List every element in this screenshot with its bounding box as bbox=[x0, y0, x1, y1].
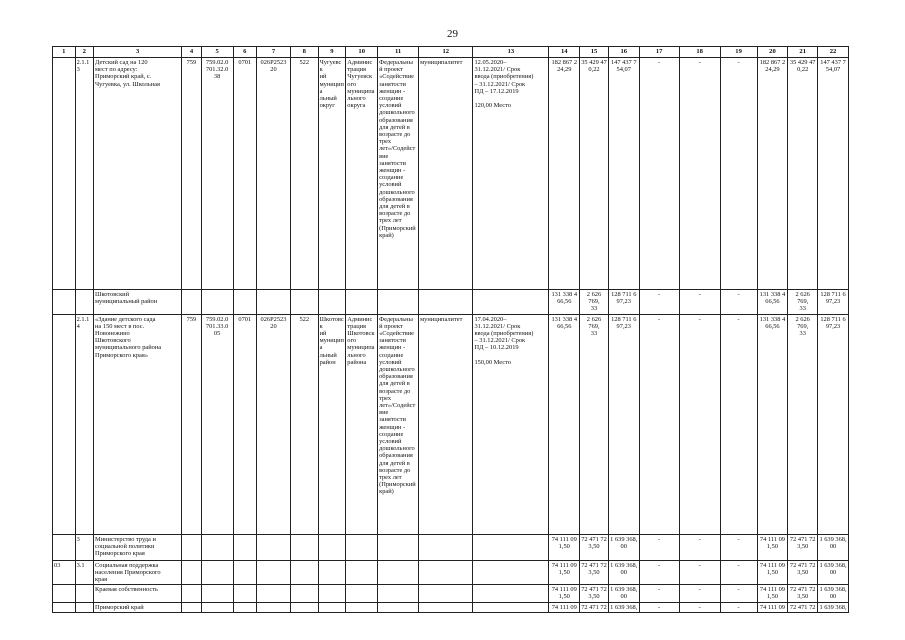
table-cell: - bbox=[720, 314, 757, 534]
table-cell bbox=[318, 534, 346, 560]
table-cell: - bbox=[720, 534, 757, 560]
table-cell bbox=[75, 585, 93, 602]
table-cell: Краевая собственность bbox=[94, 585, 182, 602]
table-row bbox=[53, 602, 849, 612]
header-cell-13: 13 bbox=[473, 47, 549, 58]
table-cell bbox=[290, 602, 318, 612]
header-cell-4: 4 bbox=[182, 47, 201, 58]
table-cell: 1 639 368, 00 bbox=[819, 586, 847, 601]
table-cell: Федеральны й проект «Содействие занятости женщин - создание условий дошкольного образования для детей в возрасте до трех лет»/Содейст вие занятости женщин - создание условий дошкольного образования для детей в возрасте до трех лет (Приморский край) bbox=[378, 58, 419, 290]
table-cell: Федеральны й проект «Содействие занятости женщин - создание условий дошкольного образования для детей в возрасте до трех лет»/Содейст вие занятости женщин - создание условий дошкольного образования для детей в возрасте до трех лет (Приморский край) bbox=[378, 314, 419, 534]
table-cell: 522 bbox=[290, 314, 318, 534]
table-cell: 72 471 72 3,50 bbox=[788, 585, 818, 602]
table-cell bbox=[419, 560, 473, 585]
table-cell bbox=[473, 290, 549, 315]
table-cell: 128 711 6 97,23 bbox=[818, 314, 849, 534]
table-cell: 3 bbox=[75, 534, 93, 560]
table-cell: 12.05.2020– 31.12.2021/ Срок ввода (приобретения) – 31.12.2021/ Срок ПД – 17.12.2019 120,00 Место bbox=[473, 58, 549, 290]
table-cell: 2 626 769, 33 bbox=[580, 314, 609, 534]
table-cell bbox=[53, 58, 76, 290]
table-cell bbox=[257, 290, 291, 315]
table-cell bbox=[419, 585, 473, 602]
table-cell bbox=[378, 534, 419, 560]
table-cell: 131 338 4 66,56 bbox=[549, 314, 580, 534]
table-cell: 147 437 7 54,07 bbox=[818, 58, 849, 290]
table-cell: - bbox=[720, 58, 757, 290]
table-cell bbox=[419, 534, 473, 560]
table-cell: 72 471 72 3,50 bbox=[788, 560, 818, 585]
header-cell-18: 18 bbox=[679, 47, 720, 58]
table-cell: - bbox=[720, 290, 757, 315]
table-cell bbox=[75, 602, 93, 612]
table-cell: 131 338 4 66,56 bbox=[757, 314, 788, 534]
table-cell: Социальная поддержка населения Приморского края bbox=[94, 560, 182, 585]
table-cell bbox=[473, 560, 549, 585]
table-cell: 131 338 4 66,56 bbox=[549, 290, 580, 315]
table-cell: 147 437 7 54,07 bbox=[608, 58, 639, 290]
table-cell bbox=[257, 602, 291, 612]
table-cell bbox=[290, 534, 318, 560]
table-cell: 182 867 2 24,29 bbox=[757, 58, 788, 290]
table-cell bbox=[233, 585, 257, 602]
table-cell bbox=[473, 602, 549, 612]
header-cell-9: 9 bbox=[318, 47, 346, 58]
table-cell bbox=[290, 560, 318, 585]
table-cell: Министерство труда и социальной политики Приморского края bbox=[94, 534, 182, 560]
header-cell-21: 21 bbox=[788, 47, 818, 58]
table-cell: 72 471 72 3,50 bbox=[580, 534, 609, 560]
table-cell: - bbox=[679, 290, 720, 315]
table-cell bbox=[182, 534, 201, 560]
table-cell: 522 bbox=[290, 58, 318, 290]
table-cell: 74 111 09 1,50 bbox=[757, 560, 788, 585]
header-cell-20: 20 bbox=[757, 47, 788, 58]
table-cell: 74 111 09 bbox=[757, 602, 788, 612]
table-cell: 128 711 6 97,23 bbox=[608, 314, 639, 534]
table-cell: - bbox=[720, 602, 757, 612]
table-cell: - bbox=[679, 602, 720, 612]
table-cell bbox=[182, 585, 201, 602]
table-cell: 2.1.14 bbox=[75, 314, 93, 534]
header-cell-6: 6 bbox=[233, 47, 257, 58]
table-cell: 1 639 368, bbox=[819, 603, 847, 611]
header-cell-5: 5 bbox=[201, 47, 233, 58]
table-cell bbox=[201, 290, 233, 315]
table-cell: 182 867 2 24,29 bbox=[549, 58, 580, 290]
table-cell bbox=[419, 602, 473, 612]
table-cell: - bbox=[720, 585, 757, 602]
table-cell bbox=[201, 602, 233, 612]
table-cell bbox=[346, 290, 378, 315]
header-cell-10: 10 bbox=[346, 47, 378, 58]
header-cell-19: 19 bbox=[720, 47, 757, 58]
table-cell: 2 626 769, 33 bbox=[580, 290, 609, 315]
table-cell bbox=[378, 560, 419, 585]
table-cell: Детский сад на 120 мест по адресу: Приморский край, с. Чугуевка, ул. Школьная bbox=[94, 58, 182, 290]
table-cell bbox=[201, 560, 233, 585]
table-cell: 128 711 6 97,23 bbox=[818, 290, 849, 315]
table-cell: 35 429 47 0,22 bbox=[788, 58, 818, 290]
table-cell: 72 471 72 3,50 bbox=[581, 586, 607, 601]
table-cell: 128 711 6 97,23 bbox=[608, 290, 639, 315]
table-cell: 17.04.2020– 31.12.2021/ Срок ввода (приобретения) – 31.12.2021/ Срок ПД – 10.12.2019 150,00 Место bbox=[473, 314, 549, 534]
table-cell bbox=[182, 560, 201, 585]
table-cell bbox=[182, 602, 201, 612]
page-number: 29 bbox=[447, 28, 458, 40]
table-cell: Чугуевск ий муниципа льный округ bbox=[318, 58, 346, 290]
table-cell: 1 639 368, 00 bbox=[608, 560, 639, 585]
table-cell bbox=[53, 314, 76, 534]
table-cell: - bbox=[679, 560, 720, 585]
table-cell: - bbox=[639, 58, 679, 290]
header-cell-8: 8 bbox=[290, 47, 318, 58]
table-cell: муниципалитет bbox=[419, 314, 473, 534]
table-cell: - bbox=[639, 290, 679, 315]
header-cell-16: 16 bbox=[608, 47, 639, 58]
table-cell: 1 639 368, 00 bbox=[608, 534, 639, 560]
table-cell bbox=[378, 585, 419, 602]
header-cell-12: 12 bbox=[419, 47, 473, 58]
table-cell bbox=[419, 290, 473, 315]
table-cell bbox=[473, 534, 549, 560]
table-cell bbox=[473, 585, 549, 602]
table-cell: 0701 bbox=[233, 58, 257, 290]
table-cell bbox=[53, 585, 76, 602]
table-cell: Шкотовский муниципальный район bbox=[94, 290, 182, 315]
table-cell bbox=[290, 585, 318, 602]
table-cell: 759 bbox=[182, 314, 201, 534]
table-cell: 72 471 72 3,50 bbox=[580, 560, 609, 585]
table-cell bbox=[318, 585, 346, 602]
table-row bbox=[53, 314, 849, 534]
table-cell: муниципалитет bbox=[419, 58, 473, 290]
table-cell bbox=[318, 602, 346, 612]
table-cell bbox=[233, 534, 257, 560]
table-cell: 1 639 368, 00 bbox=[818, 560, 849, 585]
table-cell: 72 471 72 bbox=[581, 603, 607, 611]
table-cell: 74 111 09 1,50 bbox=[757, 534, 788, 560]
table-cell bbox=[53, 290, 76, 315]
header-cell-17: 17 bbox=[639, 47, 679, 58]
table-row bbox=[53, 58, 849, 290]
header-cell-11: 11 bbox=[378, 47, 419, 58]
table-cell: 0701 bbox=[233, 314, 257, 534]
table-cell bbox=[201, 585, 233, 602]
table-cell: 35 429 47 0,22 bbox=[580, 58, 609, 290]
table-cell bbox=[318, 560, 346, 585]
table-cell: - bbox=[679, 58, 720, 290]
table-cell: Шкотовск ий муниципа льный район bbox=[318, 314, 346, 534]
table-cell bbox=[257, 585, 291, 602]
table-cell bbox=[346, 585, 378, 602]
header-cell-7: 7 bbox=[257, 47, 291, 58]
table-cell: 2.1.13 bbox=[75, 58, 93, 290]
table-cell bbox=[378, 290, 419, 315]
header-cell-1: 1 bbox=[53, 47, 76, 58]
table-cell bbox=[346, 602, 378, 612]
budget-table bbox=[52, 46, 849, 613]
table-cell bbox=[257, 534, 291, 560]
table-cell: «Здание детского сада на 150 мест в пос. Новонежино Шкотовского муниципального района Приморского края» bbox=[94, 314, 182, 534]
table-cell bbox=[290, 290, 318, 315]
table-cell: Приморский край bbox=[94, 602, 182, 612]
table-cell: 74 111 09 1,50 bbox=[549, 585, 580, 602]
table-cell: 2 626 769, 33 bbox=[788, 290, 818, 315]
table-cell: 72 471 72 3,50 bbox=[788, 534, 818, 560]
table-cell bbox=[233, 290, 257, 315]
table-cell: - bbox=[639, 560, 679, 585]
header-cell-2: 2 bbox=[75, 47, 93, 58]
table-row bbox=[53, 560, 849, 585]
table-cell: - bbox=[639, 534, 679, 560]
table-cell: - bbox=[639, 585, 679, 602]
table-row bbox=[53, 585, 849, 602]
table-cell: - bbox=[720, 560, 757, 585]
header-cell-15: 15 bbox=[580, 47, 609, 58]
table-cell bbox=[346, 534, 378, 560]
table-cell bbox=[182, 290, 201, 315]
header-cell-14: 14 bbox=[549, 47, 580, 58]
table-cell: - bbox=[639, 602, 679, 612]
table-cell: - bbox=[679, 585, 720, 602]
table-cell: 3.1 bbox=[75, 560, 93, 585]
table-cell: 026Р2523 20 bbox=[257, 314, 291, 534]
table-cell bbox=[201, 534, 233, 560]
table-cell: 03 bbox=[53, 560, 76, 585]
table-cell: 759.02.0 701.32.0 38 bbox=[201, 58, 233, 290]
table-cell: 2 626 769, 33 bbox=[788, 314, 818, 534]
table-cell: Админис трация Шкотовск ого муниципа льного района bbox=[346, 314, 378, 534]
table-cell bbox=[378, 602, 419, 612]
table-cell bbox=[75, 290, 93, 315]
table-cell: 759.02.0 701.33.0 05 bbox=[201, 314, 233, 534]
table-cell: 1 639 368, bbox=[610, 603, 638, 611]
table-cell: - bbox=[679, 314, 720, 534]
header-cell-22: 22 bbox=[818, 47, 849, 58]
table-cell bbox=[257, 560, 291, 585]
table-cell bbox=[318, 290, 346, 315]
table-cell: 026Р2523 20 bbox=[257, 58, 291, 290]
table-cell: Админис трация Чугуевск ого муниципа льного округа bbox=[346, 58, 378, 290]
table-cell bbox=[233, 602, 257, 612]
table-cell: 759 bbox=[182, 58, 201, 290]
table-cell bbox=[233, 560, 257, 585]
table-cell bbox=[53, 602, 76, 612]
table-cell: 74 111 09 1,50 bbox=[549, 560, 580, 585]
table-cell: 74 111 09 1,50 bbox=[549, 534, 580, 560]
table-cell: - bbox=[639, 314, 679, 534]
table-cell bbox=[53, 534, 76, 560]
header-row bbox=[53, 47, 849, 58]
table-row bbox=[53, 290, 849, 315]
table-row bbox=[53, 534, 849, 560]
table-cell bbox=[346, 560, 378, 585]
table-cell: 74 111 09 bbox=[549, 602, 580, 612]
table-cell: 1 639 368, 00 bbox=[610, 586, 638, 601]
table-cell: 74 111 09 1,50 bbox=[757, 585, 788, 602]
table-cell: 72 471 72 bbox=[788, 602, 818, 612]
table-cell: 1 639 368, 00 bbox=[818, 534, 849, 560]
table-cell: 131 338 4 66,56 bbox=[757, 290, 788, 315]
header-cell-3: 3 bbox=[94, 47, 182, 58]
table-cell: - bbox=[679, 534, 720, 560]
